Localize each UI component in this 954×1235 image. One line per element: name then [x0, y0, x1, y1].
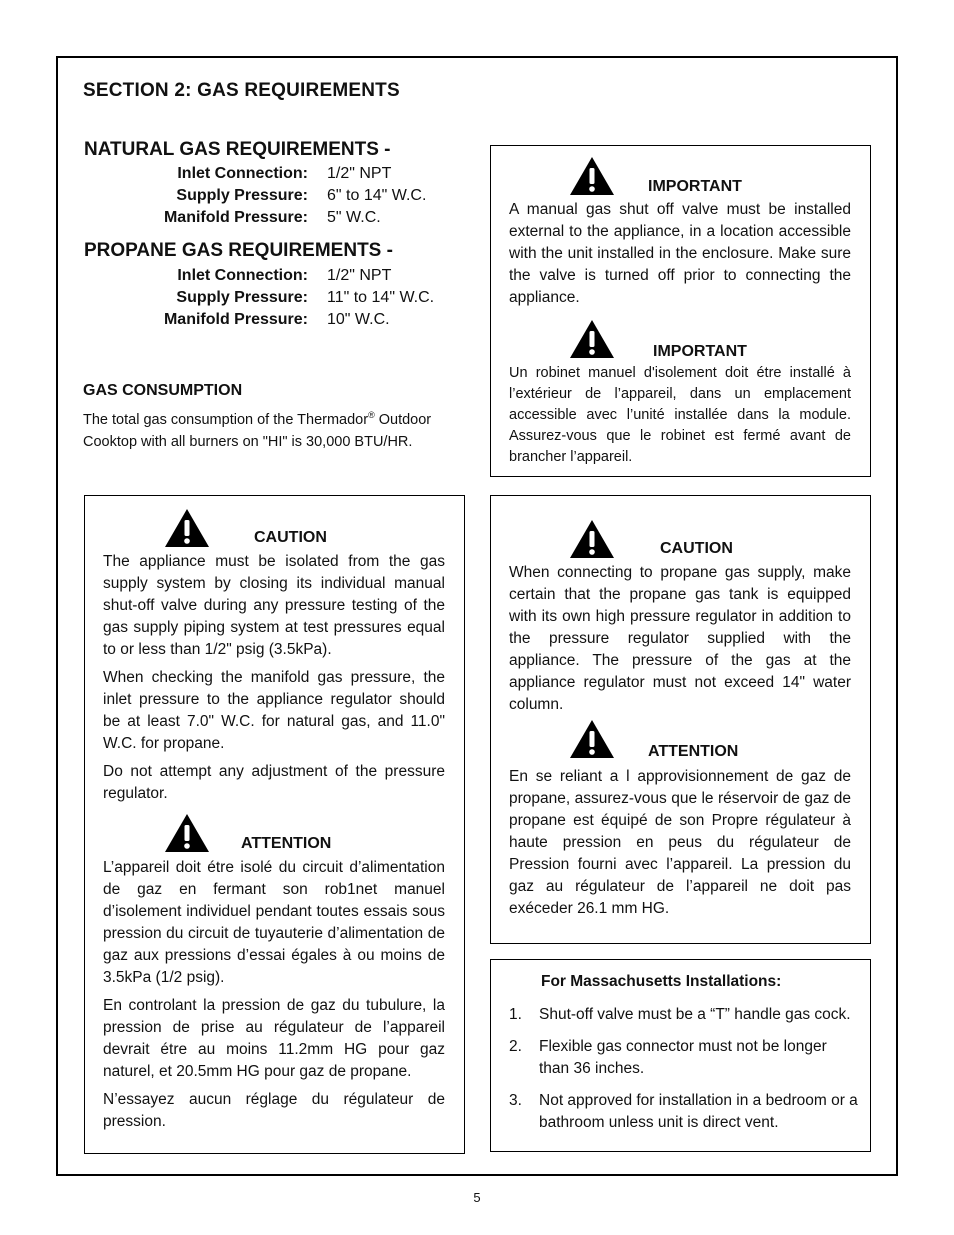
list-number: 2. — [509, 1038, 522, 1055]
spec-label: Supply Pressure: — [176, 187, 308, 204]
list-text: Flexible gas connector must not be longer than 36 inches. — [539, 1038, 827, 1077]
propane-manifold-label-wrap — [68, 309, 308, 331]
attention-text: En se reliant a l approvisionnement de gaz de propane, assurez-vous que le réservoir de gaz de propane est équipé de son Propre régulateur à haute pression en peus du régulateur de Pression fourni avec l’appareil. La pression du gaz au régulateur de l’appareil ne doit pas exéceder 26.1 mm HG. — [509, 768, 851, 917]
caution-label: CAUTION — [660, 540, 733, 557]
massachusetts-box — [490, 959, 871, 1152]
spec-label: Manifold Pressure: — [163, 311, 308, 328]
attention-text — [103, 857, 445, 1139]
gas-consumption-text — [83, 404, 465, 453]
list-number: 3. — [509, 1092, 522, 1109]
warning-triangle-icon — [568, 318, 616, 365]
propane-supply-label-wrap — [68, 287, 308, 309]
caution-paragraph-1: The appliance must be isolated from the gas supply system by closing its individual manual shut-off valve during any pressure testing of the gas supply piping system at test pressures equal to or less than 1/2" psig (3.5kPa). — [103, 553, 445, 658]
natural-manifold-label-wrap — [68, 207, 308, 229]
list-item — [509, 1004, 861, 1026]
spec-label: Inlet Connection: — [177, 267, 308, 284]
important-box — [490, 145, 871, 477]
attention-paragraph-2: En controlant la pression de gaz du tubulure, la pression de prise au régulateur de l’appareil devrait étre au moins 11.2mm HG pour gaz naturel, et 20.5mm HG pour gaz de propane. — [103, 997, 445, 1080]
important-fr-label: IMPORTANT — [653, 343, 747, 360]
consumption-text-b: Outdoor Cooktop with all burners on "HI" is 30,000 BTU/HR. — [83, 411, 432, 450]
attention-label: ATTENTION — [648, 743, 739, 760]
spec-value: 6" to 14" W.C. — [327, 187, 427, 204]
spec-label: Inlet Connection: — [177, 165, 308, 182]
caution-box-right — [490, 495, 871, 944]
natural-gas-title: NATURAL GAS REQUIREMENTS - — [84, 139, 391, 160]
spec-value: 1/2" NPT — [327, 267, 392, 284]
spec-value: 11" to 14" W.C. — [327, 289, 435, 306]
attention-paragraph-3: N’essayez aucun réglage du régulateur de pression. — [103, 1091, 445, 1130]
list-text: Not approved for installation in a bedroom or a bathroom unless unit is direct vent. — [539, 1092, 858, 1131]
important-fr-text: Un robinet manuel d'isolement doit étre installé à l’extérieur de l’appareil, dans un emplacement accessible avec l’unité installée dans la module. Assurez-vous que le robinet est fermé avant de brancher l’appareil. — [509, 365, 851, 465]
caution-label: CAUTION — [254, 529, 327, 546]
caution-paragraph-3: Do not attempt any adjustment of the pressure regulator. — [103, 763, 445, 802]
list-number: 1. — [509, 1006, 522, 1023]
propane-gas-title: PROPANE GAS REQUIREMENTS - — [84, 240, 393, 261]
natural-supply-label-wrap — [68, 185, 308, 207]
caution-text — [103, 551, 445, 811]
propane-inlet-label-wrap — [68, 265, 308, 287]
gas-consumption-title: GAS CONSUMPTION — [83, 382, 243, 399]
caution-text: When connecting to propane gas supply, make certain that the propane gas tank is equipped with its own high pressure regulator in addition to the pressure regulator supplied with the appliance. The pressure of the gas at the appliance regulator must not exceed 14" water column. — [509, 564, 851, 713]
attention-label: ATTENTION — [241, 835, 332, 852]
spec-value: 5" W.C. — [327, 209, 381, 226]
important-label: IMPORTANT — [648, 178, 742, 195]
warning-triangle-icon — [568, 718, 616, 765]
spec-value: 10" W.C. — [327, 311, 390, 328]
attention-paragraph-1: L’appareil doit étre isolé du circuit d’alimentation de gaz en fermant son rob1net manuel d’isolement individuel pendant toutes essais sous pression du circuit de tuyauterie d’alimentation de gaz aux pressions d’essai égales à ou moins de 3.5kPa (1/2 psig). — [103, 859, 445, 986]
natural-inlet-label-wrap — [68, 163, 308, 185]
section-title: SECTION 2: GAS REQUIREMENTS — [83, 80, 400, 101]
caution-paragraph-2: When checking the manifold gas pressure, the inlet pressure to the appliance regulator should be at least 7.0" W.C. for natural gas, and 11.0" W.C. for propane. — [103, 669, 445, 752]
spec-label: Supply Pressure: — [176, 289, 308, 306]
warning-triangle-icon — [163, 812, 211, 859]
warning-triangle-icon — [568, 155, 616, 202]
massachusetts-title: For Massachusetts Installations: — [541, 973, 782, 990]
list-item — [509, 1036, 861, 1080]
spec-label: Manifold Pressure: — [163, 209, 308, 226]
page-number: 5 — [473, 1190, 481, 1205]
spec-value: 1/2" NPT — [327, 165, 392, 182]
caution-box-left — [84, 495, 465, 1154]
registered-mark: ® — [368, 410, 375, 420]
warning-triangle-icon — [568, 518, 616, 565]
list-item — [509, 1090, 861, 1134]
list-text: Shut-off valve must be a “T” handle gas cock. — [539, 1006, 851, 1023]
consumption-text-a: The total gas consumption of the Thermador — [83, 411, 369, 428]
massachusetts-list — [509, 1004, 861, 1144]
important-text: A manual gas shut off valve must be installed external to the appliance, in a location accessible with the unit installed in the enclosure. Make sure the valve is turned off prior to connecting the appliance. — [509, 201, 851, 306]
warning-triangle-icon — [163, 507, 211, 554]
